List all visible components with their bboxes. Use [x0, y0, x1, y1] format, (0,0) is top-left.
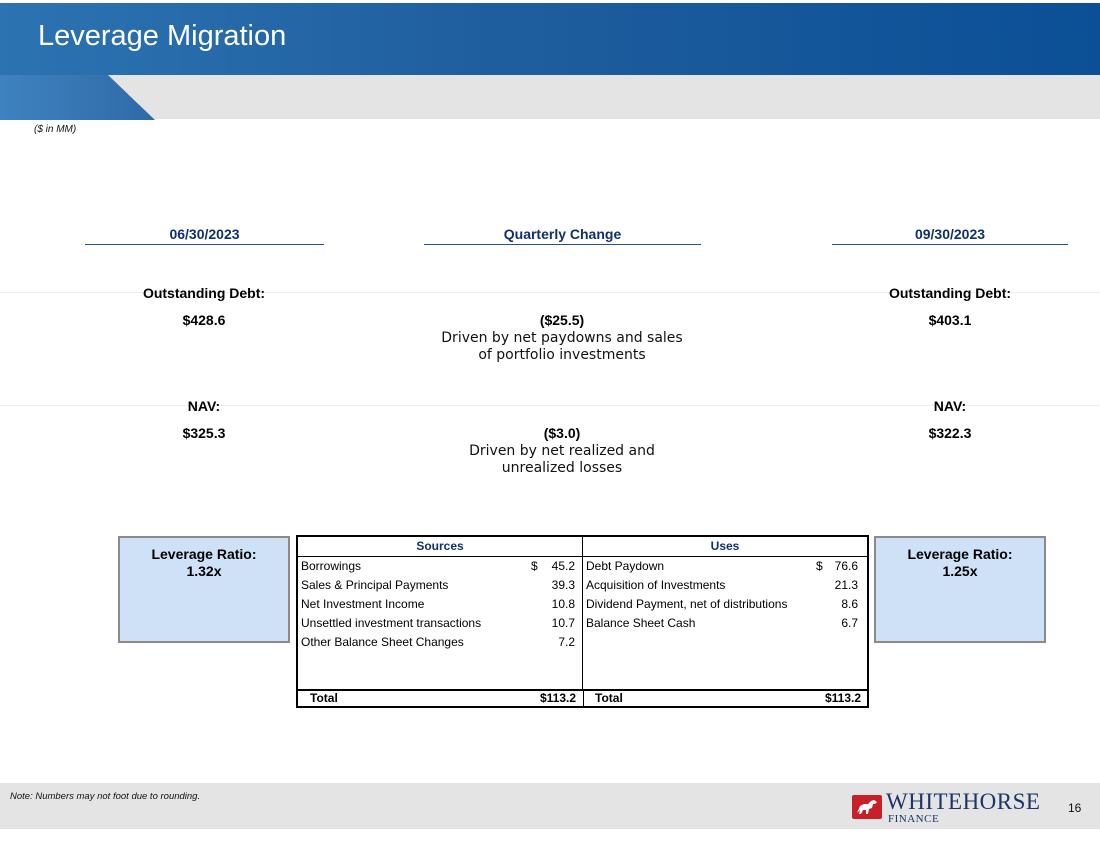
sources-uses-table	[296, 535, 869, 708]
leverage-ratio-value: 1.25x	[942, 563, 978, 579]
footnote: Note: Numbers may not foot due to rounding.	[10, 791, 201, 802]
debt-value-start: $428.6	[182, 312, 226, 328]
sources-column	[298, 537, 583, 689]
leverage-ratio-label: Leverage Ratio:	[907, 546, 1013, 562]
row-name: Sales & Principal Payments	[301, 578, 449, 592]
row-dollar: $	[816, 559, 823, 573]
total-divider	[583, 691, 584, 708]
row-name: Net Investment Income	[301, 597, 425, 611]
table-row	[298, 576, 582, 595]
row-value: 45.2	[551, 559, 575, 573]
row-dollar: $	[531, 559, 538, 573]
debt-change-note-1: Driven by net paydowns and sales	[441, 330, 683, 346]
leverage-ratio-label: Leverage Ratio:	[151, 546, 257, 562]
table-row	[298, 633, 582, 652]
table-row	[583, 595, 867, 614]
header-band	[0, 75, 1100, 119]
row-name: Debt Paydown	[586, 559, 665, 573]
row-value: 76.6	[834, 559, 858, 573]
row-value: 39.3	[551, 578, 575, 592]
row-value: 10.7	[551, 616, 575, 630]
row-name: Acquisition of Investments	[586, 578, 726, 592]
uses-total-value: $113.2	[824, 691, 861, 705]
row-name: Other Balance Sheet Changes	[301, 635, 464, 649]
row-name: Borrowings	[301, 559, 362, 573]
logo-subtitle: FINANCE	[888, 813, 940, 825]
column-heading-start: 06/30/2023	[85, 226, 324, 245]
nav-change-value: ($3.0)	[543, 425, 581, 441]
debt-value-end: $403.1	[928, 312, 972, 328]
row-name: Unsettled investment transactions	[301, 616, 482, 630]
table-row	[298, 614, 582, 633]
sources-title: Sources	[298, 537, 582, 557]
nav-change-note-1: Driven by net realized and	[469, 443, 655, 459]
uses-column	[583, 537, 867, 689]
row-value: 8.6	[841, 597, 858, 611]
horse-logo-icon	[852, 795, 882, 819]
uses-title: Uses	[583, 537, 867, 557]
uses-total-label: Total	[595, 691, 623, 705]
row-name: Dividend Payment, net of distributions	[586, 597, 788, 611]
leverage-ratio-box-start	[118, 536, 290, 643]
leverage-ratio-box-end	[874, 536, 1046, 643]
sources-total-value: $113.2	[539, 691, 576, 705]
sources-total-label: Total	[310, 691, 338, 705]
column-heading-change: Quarterly Change	[424, 226, 701, 245]
page-title: Leverage Migration	[38, 20, 287, 52]
row-name: Balance Sheet Cash	[586, 616, 696, 630]
nav-change-note-2: unrealized losses	[501, 460, 623, 476]
table-row	[298, 557, 582, 576]
logo-wordmark: WHITEHORSE	[886, 789, 1041, 814]
debt-change-value: ($25.5)	[539, 312, 585, 328]
nav-label-end: NAV:	[933, 398, 967, 414]
header-triangle	[0, 75, 155, 120]
row-value: 6.7	[841, 616, 858, 630]
debt-label-start: Outstanding Debt:	[142, 285, 266, 301]
page-number: 16	[1068, 801, 1082, 815]
table-row	[583, 614, 867, 633]
row-value: 7.2	[558, 635, 575, 649]
table-total-row	[298, 689, 867, 706]
nav-label-start: NAV:	[187, 398, 221, 414]
debt-label-end: Outstanding Debt:	[888, 285, 1012, 301]
units-note: ($ in MM)	[34, 124, 77, 135]
row-value: 10.8	[551, 597, 575, 611]
debt-change-note-2: of portfolio investments	[478, 347, 646, 363]
nav-value-end: $322.3	[928, 425, 972, 441]
leverage-ratio-value: 1.32x	[186, 563, 222, 579]
column-heading-end: 09/30/2023	[832, 226, 1068, 245]
row-value: 21.3	[834, 578, 858, 592]
table-row	[298, 595, 582, 614]
nav-value-start: $325.3	[182, 425, 226, 441]
table-row	[583, 557, 867, 576]
table-row	[583, 576, 867, 595]
